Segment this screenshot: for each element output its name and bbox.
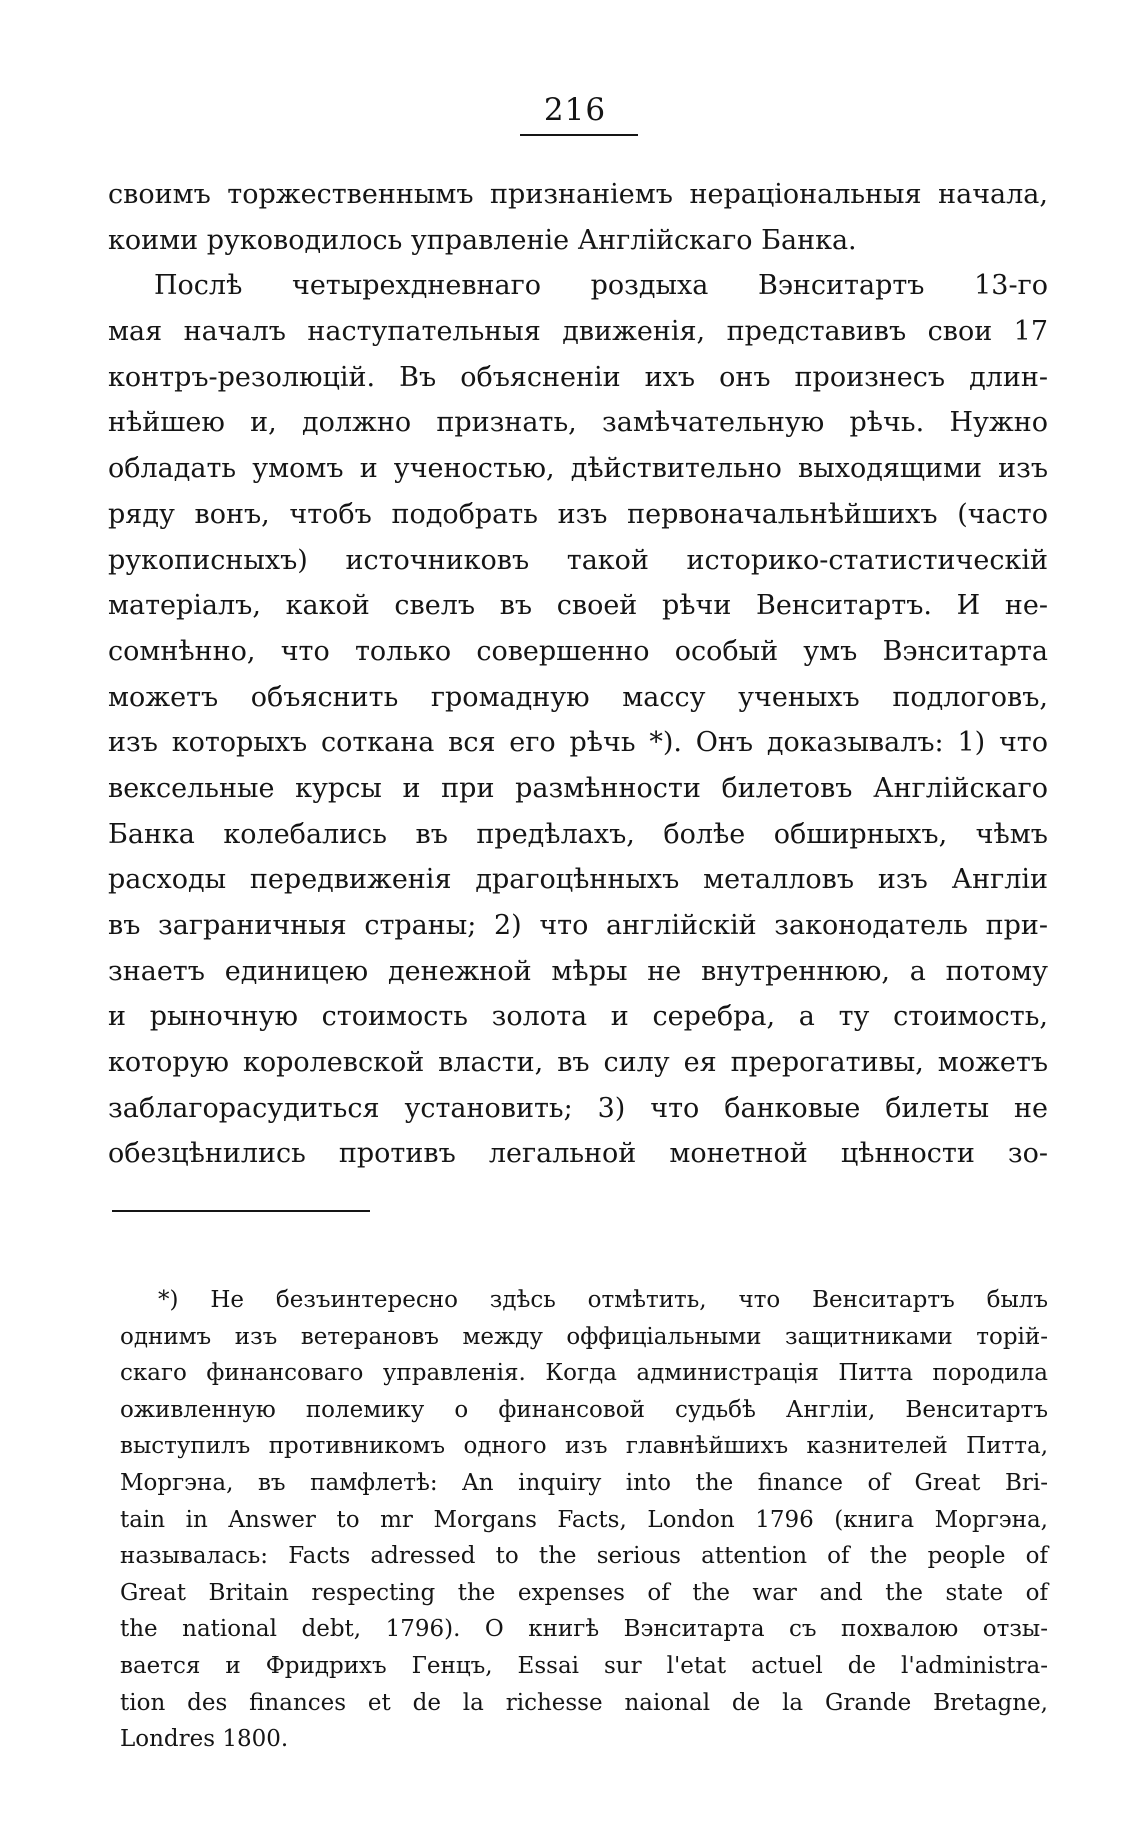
- footnote-line: the national debt, 1796). О книгѣ Вэнситарта съ похвалою отзы-: [120, 1616, 1048, 1643]
- footnote-line: оживленную полемику о финансовой судьбѣ Англіи, Венситартъ: [120, 1396, 1048, 1423]
- text-line: матеріалъ, какой свелъ въ своей рѣчи Венситартъ. И не-: [108, 590, 1048, 622]
- footnote-line: называлась: Facts adressed to the serious attention of the people of: [120, 1543, 1048, 1570]
- text-line: обладать умомъ и ученостью, дѣйствительно выходящими изъ: [108, 453, 1048, 485]
- footnote-line: выступилъ противникомъ одного изъ главнѣйшихъ казнителей Питта,: [120, 1433, 1048, 1460]
- page-number: 216: [543, 92, 607, 128]
- footnote-line: Londres 1800.: [120, 1726, 289, 1753]
- footnote-separator: [112, 1210, 370, 1212]
- text-line: своимъ торжественнымъ признаніемъ нераціональныя начала,: [108, 179, 1048, 210]
- text-line: расходы передвиженія драгоцѣнныхъ металловъ изъ Англіи: [108, 864, 1048, 896]
- text-line: и рыночную стоимость золота и серебра, а ту стоимость,: [108, 1001, 1048, 1033]
- paragraph-start-line: Послѣ четырехдневнаго роздыха Вэнситартъ 13-го: [154, 270, 1048, 302]
- text-line: въ заграничныя страны; 2) что англійскій законодатель при-: [108, 910, 1048, 941]
- text-line: изъ которыхъ соткана вся его рѣчь *). Онъ доказывалъ: 1) что: [108, 727, 1048, 759]
- page-number-rule: [520, 134, 638, 136]
- footnote: [120, 1282, 1048, 1758]
- footnote-line: tain in Answer to mr Morgans Facts, London 1796 (книга Моргэна,: [120, 1506, 1048, 1533]
- text-line: заблагорасудиться установить; 3) что банковые билеты не: [108, 1092, 1048, 1124]
- text-line: обезцѣнились противъ легальной монетной цѣнности зо-: [108, 1138, 1048, 1170]
- text-line: мая началъ наступательныя движенія, представивъ свои 17: [108, 316, 1048, 348]
- footnote-line: Great Britain respecting the expenses of the war and the state of: [120, 1579, 1048, 1606]
- footnote-line: *) Не безъинтересно здѣсь отмѣтить, что Венситартъ былъ: [158, 1287, 1048, 1313]
- footnote-line: tion des finances et de la richesse naional de la Grande Bretagne,: [120, 1689, 1048, 1716]
- text-line: ряду вонъ, чтобъ подобрать изъ первоначальнѣйшихъ (часто: [108, 498, 1048, 530]
- main-text: [108, 172, 1048, 1177]
- text-line: рукописныхъ) источниковъ такой историко-статистическій: [108, 544, 1048, 576]
- text-line: коими руководилось управленіе Англійскаго Банка.: [108, 224, 857, 256]
- text-line: которую королевской власти, въ силу ея прерогативы, можетъ: [108, 1047, 1048, 1079]
- text-line: контръ-резолюцій. Въ объясненіи ихъ онъ произнесъ длин-: [108, 361, 1048, 393]
- footnote-line: однимъ изъ ветерановъ между оффиціальными защитниками торій-: [120, 1323, 1048, 1350]
- text-line: знаетъ единицею денежной мѣры не внутреннюю, а потому: [108, 955, 1048, 987]
- text-line: сомнѣнно, что только совершенно особый умъ Вэнситарта: [108, 635, 1048, 667]
- footnote-line: скаго финансоваго управленія. Когда администрація Питта породила: [120, 1360, 1048, 1387]
- footnote-line: вается и Фридрихъ Генцъ, Essai sur l'etat actuel de l'administra-: [120, 1652, 1048, 1679]
- text-line: можетъ объяснить громадную массу ученыхъ подлоговъ,: [108, 681, 1048, 713]
- text-line: нѣйшею и, должно признать, замѣчательную рѣчь. Нужно: [108, 407, 1048, 439]
- text-line: вексельные курсы и при размѣнности билетовъ Англійскаго: [108, 772, 1048, 804]
- text-line: Банка колебались въ предѣлахъ, болѣе обширныхъ, чѣмъ: [108, 818, 1048, 850]
- footnote-line: Моргэна, въ памфлетѣ: An inquiry into the finance of Great Bri-: [120, 1469, 1048, 1496]
